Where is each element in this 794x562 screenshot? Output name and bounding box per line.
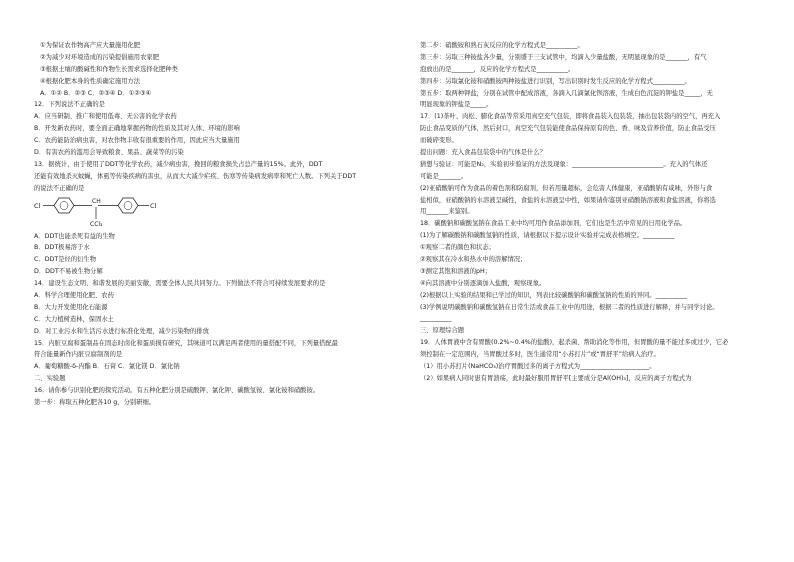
q13-option-a: A．DDT也能杀死有益的生物 [34,232,115,240]
q15-options: A．葡萄糖酸-δ-内酯 B．石膏 C．氯化镁 D．氯化钠 [34,363,180,371]
right-column [420,40,768,385]
ccl3-group: CCl₃ [90,220,103,228]
q12-option-c: C．农药能防治病虫害，对农作物丰收有很重要的作用，因此应当大量施用 [34,137,240,145]
center-ch: CH [92,197,101,205]
q15-line-2: 符合能量新作内脏豆腐制剂的是 [34,351,123,359]
q13-line-1: 13．据统计，由于使用了DDT等化学农药，减少病虫害，挽回的粮食损失占总产量的15%。此外，DDT [34,160,323,168]
q19-line-4: （2）如果病人同时患有胃溃疡，此时最好服用胃舒平[主要成分是Al(OH)₃]，反应的离子方程式为 [420,374,692,382]
q14-option-a: A．科学合理使用化肥、农药 [34,292,114,300]
q12-option-b: B．开发新农药时，要全面正确地掌握药物的性质及其对人体、环境的影响 [34,125,240,133]
section-3-title: 三、原理综合题 [420,327,465,335]
q16-line-1: 16．请你参与识别化肥的探究活动。有五种化肥分别是硫酸钾、氯化钾、碳酸氢铵、氯化铵和硝酸铵。 [34,387,320,395]
q17-line-6: 可能是_______。 [420,172,468,180]
q19-line-3: （1）用小苏打片(NaHCO₃)治疗胃酸过多的离子方程式为______________________。 [420,363,656,371]
q13-option-c: C．DDT是烃的衍生物 [34,256,97,264]
q18-line-1: 18．碳酸钠和碳酸氢钠在食品工业中均可用作食品添加剂，它们也是生活中常见的日用化学品。 [420,220,687,228]
q16-step-3-line-2: 泡放出的是_______，反应的化学方程式是__________。 [420,65,575,73]
q14-option-b: B．大力开发使用化石能源 [34,303,108,311]
q17-line-4: 提出问题：充入食品包装袋中的气体是什么？ [420,149,546,157]
q17-line-7: (2)亚硝酸钠可作为食品的着色剂和防腐剂，但若用量超标，会危害人体健康，亚硝酸钠有咸味，外形与食 [420,184,713,192]
left-column [34,40,374,409]
q11-option-3: ③根据土壤的酸碱性和作物生长需求选择化肥种类 [40,65,178,73]
q12-option-d: D．有害农药的滥用会导致粮食、果品、蔬菜等的污染 [34,149,184,157]
q16-step-3-line-1: 第三步：另取三种铵盐各少量，分别盛于三支试管中，均滴入少量盐酸，无明显现象的是_______，有气 [420,53,707,61]
q16-line-2: 第一步：称取五种化肥各10 g，分别研细。 [34,399,156,407]
q12-stem: 12．下列说法不正确的是 [34,101,105,109]
ddt-structure-svg [34,195,184,231]
q16-step-2: 第二步：硝酸铵和熟石灰反应的化学方程式是__________。 [420,42,584,49]
q11-choices: A．①② B．②③ C．②③④ D．①②③④ [40,89,152,97]
q16-step-4: 第四步：另取氯化铵和硝酸铵两种铵盐进行识别，写出识别时发生反应的化学方程式__________。 [420,77,691,85]
q16-step-5-line-1: 第五步：取两种钾盐，分别在试管中配成溶液，各滴入几滴氯化钡溶液，生成白色沉淀的钾盐是_____，无 [420,89,713,97]
q18-line-5: ③测定其饱和溶液的pH； [420,267,492,275]
q13-line-3: 的说法不正确的是 [34,184,85,192]
left-cl-atom: Cl [34,201,41,210]
section-2-title: 二、实验题 [34,375,66,383]
q18-line-8: (3)学例说明碳酸钠和碳酸氢钠在日常生活或食品工业中的用途，根据二者的性质进行解释，并与同学讨论。 [420,303,719,311]
q18-line-9: __________ [420,315,452,323]
q11-option-1: ①为保证农作物高产应大量施用化肥 [40,42,141,49]
ddt-structure-diagram [34,195,374,231]
right-benzene-ring [118,198,138,213]
q17-line-3: 而破碎变形。 [420,137,458,145]
q12-option-a: A．应当研制、推广和使用低毒、无公害的化学农药 [34,113,177,121]
q11-option-4: ④根据化肥本身的性质确定施用方法 [40,77,141,85]
q17-line-9: 用_______来鉴别。 [420,208,474,216]
q18-line-3: ①观察二者的颜色和状态； [420,244,495,252]
q14-option-c: C．大力植树造林，保固水土 [34,315,114,323]
q19-line-1: 19．人体胃液中含有胃酸(0.2%~0.4%的盐酸)，起杀菌、帮助消化等作用，但胃酸的量不能过多或过少，它必 [420,339,729,347]
q18-line-2: (1)为了解碳酸钠和碳酸氢钠的性质，请根据以下提示设计实验并完成表格填空。__________ [420,232,675,240]
q18-line-4: ②观察其在冷水和热水中的溶解情况； [420,256,527,264]
q18-line-7: (2)根据以上实验的结果和已学过的知识，列表比较碳酸钠和碳酸氢钠的性质的异同。__________ [420,291,688,299]
q13-option-d: D．DDT不易被生物分解 [34,268,103,276]
q17-line-2: 防止食品变质的气体，然后封口，真空充气包装能使食品保持原有的色、香、味及营养价值，防止食品受压 [420,125,716,133]
q17-line-5: 猜想与验证：可能是N₂，实验初步验证的方法及现象：_____________________________。充入的气体还 [420,160,708,168]
q13-line-2: 还能有效地杀灭蚊蝇，体虱等传染疾病的害虫，从而大大减少疟疾、伤寒等传染病发病率和死亡人数。下列关于DDT [34,172,357,180]
q15-line-1: 15．内脏豆腐和蛋制品在固态时卤化和蛋质损有研究，其味道可以满足两者使用的量搭配不同，下列量搭配最 [34,339,338,347]
q17-line-1: 17．(1)茶叶、肉松、膨化食品等常采用真空充气包装，即将食品装入包装袋，抽出包装袋内的空气，再充入 [420,113,721,121]
q14-stem: 14．建设生态文明、和谐发展的美丽安徽，需要全体人民共同努力。下列做法不符合可持续发展要求的是 [34,280,326,288]
q11-option-2: ②为减少对环境造成的污染提倡施用农家肥 [40,53,159,61]
left-benzene-ring [54,198,74,213]
q17-line-8: 盐相似，亚硝酸钠的水溶液呈碱性，食盐的水溶液呈中性，如果请你鉴别亚硝酸钠溶液和食盐溶液，你将选 [420,196,716,204]
q18-line-6: ④向其溶液中分别逐滴加入盐酸，观察现象。 [420,279,546,287]
right-cl-atom: Cl [150,201,157,210]
q16-step-5-line-2: 明显现象的钾盐是_____。 [420,101,493,109]
q13-option-b: B．DDT极易溶于水 [34,244,90,252]
q14-option-d: D．对工业污水和生活污水进行标准化处理，减少污染物的排放 [34,327,209,335]
q19-line-2: 须控制在一定范围内，当胃酸过多时，医生通常用“小苏打片”或“胃舒平”给病人治疗。 [420,351,660,359]
